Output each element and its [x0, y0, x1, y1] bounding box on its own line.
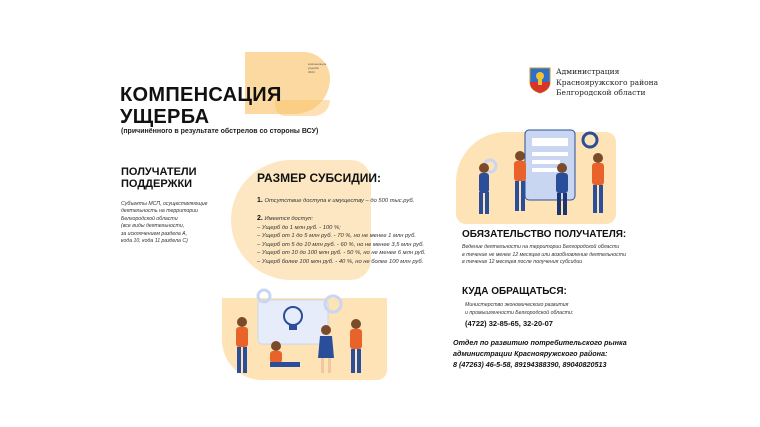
administration-name: Администрация Краснояружского района Белгородской области [556, 67, 659, 97]
page-subtitle: (причинённого в результате обстрелов со стороны ВСУ) [121, 128, 319, 135]
subsidy-item-2: 2. Имеется доступ: – Ущерб до 1 млн руб. - 100 %; – Ущерб от 1 до 5 млн руб. - 70 %, но не менее 1 млн руб. – Ущерб от 5 до 10 млн руб. - 60 %, но не менее 3,5 млн руб. – Ущерб от 10 до 100 млн руб. - 50 %, но не менее 6 млн руб. – Ущерб более 100 млн руб. - 40 %, но не более 100 млн руб. [257, 215, 426, 265]
subsidy-heading: РАЗМЕР СУБСИДИИ: [257, 171, 381, 185]
coat-of-arms-icon [528, 66, 552, 94]
recipients-text: Субъекты МСП, осуществляющие деятельность на территории Белгородской области (все виды деятельности, за исключением раздела А, кода 10, кода 11 раздела С) [121, 201, 208, 245]
tiny-caption: компенсация ущерба 2024 [308, 62, 327, 74]
page-title: КОМПЕНСАЦИЯ УЩЕРБА [120, 84, 282, 128]
department-contacts: Отдел по развитию потребительского рынка администрации Краснояружского района: 8 (47263) 46-5-58, 89194388390, 89040820513 [453, 338, 627, 369]
team-board-illustration [470, 128, 620, 220]
ministry-text: Министерство экономического развития и промышленности Белгородской области: [465, 302, 574, 316]
recipients-heading: ПОЛУЧАТЕЛИ ПОДДЕРЖКИ [121, 166, 197, 190]
top-yellow-tail [275, 100, 330, 116]
subsidy-item-1: 1. Отсутствие доступа к имуществу – до 500 тыс.руб. [257, 197, 415, 204]
obligation-heading: ОБЯЗАТЕЛЬСТВО ПОЛУЧАТЕЛЯ: [462, 229, 627, 240]
obligation-text: Ведение деятельности на территории Белгородской области в течение не менее 12 месяцев или возобновление деятельности в течение 12 месяцев после получения субсидии [462, 244, 626, 266]
team-idea-illustration [228, 286, 378, 378]
contact-heading: КУДА ОБРАЩАТЬСЯ: [462, 286, 567, 297]
ministry-phone: (4722) 32-85-65, 32-20-07 [465, 319, 553, 328]
